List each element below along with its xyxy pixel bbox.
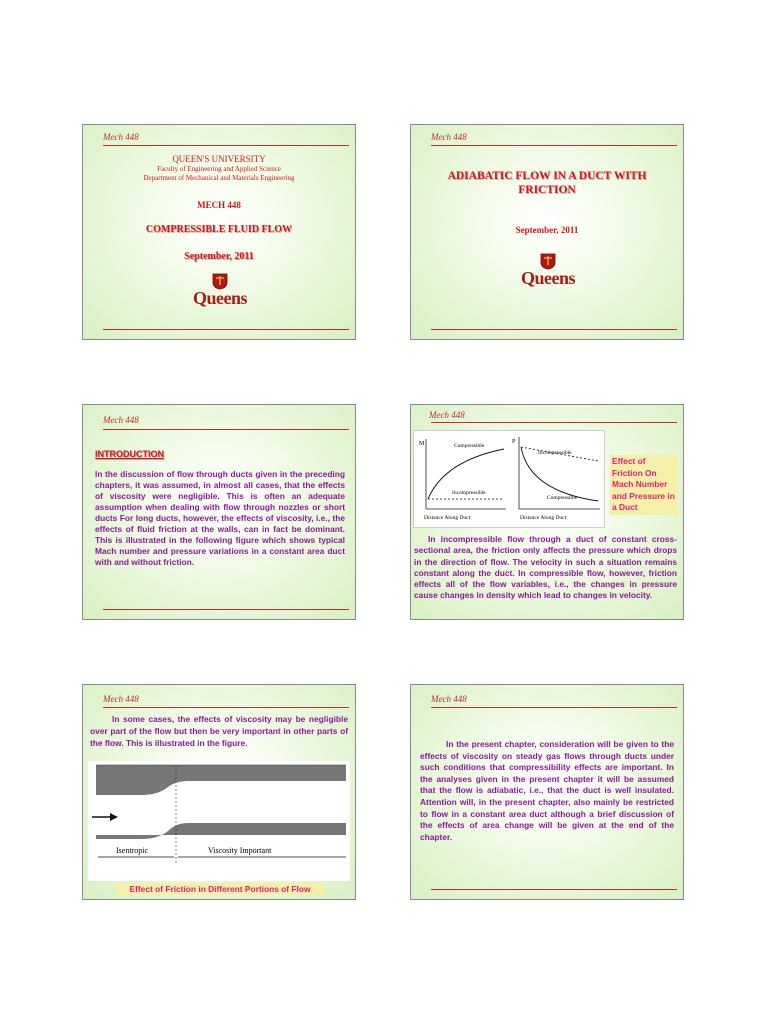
- body-paragraph: In incompressible flow through a duct of constant cross-sectional area, the friction only affects the pressure which drops in the direction of flow. The velocity in such a situation remains constant along the duct. In compressible flow, however, friction effects all of the flow variables, i.e., the changes in pressure cause changes in density which lead to changes in velocity.: [414, 534, 677, 601]
- right-top-label: Incompressible: [538, 450, 572, 456]
- course-title: COMPRESSIBLE FLUID FLOW: [145, 224, 293, 235]
- slide-1: [82, 124, 356, 340]
- figure-caption: Effect of Friction in Different Portions of Flow: [115, 883, 325, 895]
- slide-5: [82, 684, 356, 900]
- slide-title-line1: ADIABATIC FLOW IN A DUCT WITH: [447, 170, 647, 182]
- body-paragraph: In some cases, the effects of viscosity may be negligible over part of the flow but then be very important in other parts of the flow. This is illustrated in the figure.: [90, 714, 348, 748]
- figure-caption: Effect of Friction On Mach Number and Pressure in a Duct: [610, 455, 678, 515]
- footer-divider: [103, 609, 349, 610]
- duct-flow-figure: [88, 761, 350, 881]
- slide-6: [410, 684, 684, 900]
- lower-duct-wall: [96, 823, 346, 839]
- slide-date: September, 2011: [515, 225, 579, 235]
- mach-pressure-figure: [413, 430, 605, 528]
- left-top-label: Compressible: [454, 443, 485, 449]
- right-x-label: Distance Along Duct: [520, 515, 567, 521]
- slide-header: Mech 448: [103, 132, 139, 142]
- header-divider: [431, 707, 677, 708]
- left-x-label: Distance Along Duct: [424, 515, 471, 521]
- queens-logo: [190, 273, 250, 309]
- course-code: MECH 448: [197, 200, 241, 210]
- header-divider: [431, 422, 677, 423]
- right-bottom-label: Compressible: [547, 495, 578, 501]
- slide-title-line2: FRICTION: [518, 184, 576, 196]
- slide-3: [82, 404, 356, 620]
- slide-2: [410, 124, 684, 340]
- header-divider: [103, 145, 349, 146]
- slide-4: [410, 404, 684, 620]
- logo-wordmark: Queens: [192, 288, 247, 308]
- footer-divider: [431, 329, 677, 330]
- slide-header: Mech 448: [103, 694, 139, 704]
- right-y-label: P: [512, 439, 516, 445]
- slide-date: September, 2011: [184, 251, 254, 262]
- slide-header: Mech 448: [429, 410, 465, 420]
- footer-divider: [103, 329, 349, 330]
- logo-wordmark: Queens: [520, 268, 575, 288]
- slide-header: Mech 448: [431, 132, 467, 142]
- left-y-label: M: [419, 441, 425, 447]
- footer-divider: [431, 889, 677, 890]
- queens-logo: [518, 253, 578, 289]
- isentropic-label: Isentropic: [116, 846, 148, 855]
- university-name: QUEEN'S UNIVERSITY: [172, 154, 266, 164]
- upper-duct-wall: [96, 765, 346, 795]
- intro-paragraph: In the discussion of flow through ducts given in the preceding chapters, it was assumed, in almost all cases, that the effects of viscosity were negligible. This is often an adequate assumption when dealing with flow through nozzles or short ducts For long ducts, however, the effects of viscosity, i.e., the effects of fluid friction at the walls, can in fact be dominant. This is illustrated in the following figure which shows typical Mach number and pressure variations in a constant area duct with and without friction.: [95, 469, 345, 567]
- slide-header: Mech 448: [431, 694, 467, 704]
- left-bottom-label: Incompressible: [452, 490, 486, 496]
- viscosity-important-label: Viscosity Important: [208, 846, 272, 855]
- slide-header: Mech 448: [103, 415, 139, 425]
- department-name: Department of Mechanical and Materials Engineering: [143, 174, 295, 182]
- arrow-head-icon: [110, 813, 118, 821]
- body-paragraph: In the present chapter, consideration will be given to the effects of viscosity on steady gas flows through ducts under such conditions that compressibility effects are important. In the analyses given in the present chapter it will be assumed that the flow is adiabatic, i.e., that the duct is well insulated. Attention will, in the present chapter, also mainly be restricted to flow in a constant area duct although a brief discussion of the effects of area change will be given at the end of the chapter.: [420, 739, 674, 842]
- header-divider: [103, 707, 349, 708]
- faculty-name: Faculty of Engineering and Applied Science: [157, 165, 281, 173]
- section-heading: INTRODUCTION: [95, 449, 164, 459]
- header-divider: [103, 429, 349, 430]
- header-divider: [431, 145, 677, 146]
